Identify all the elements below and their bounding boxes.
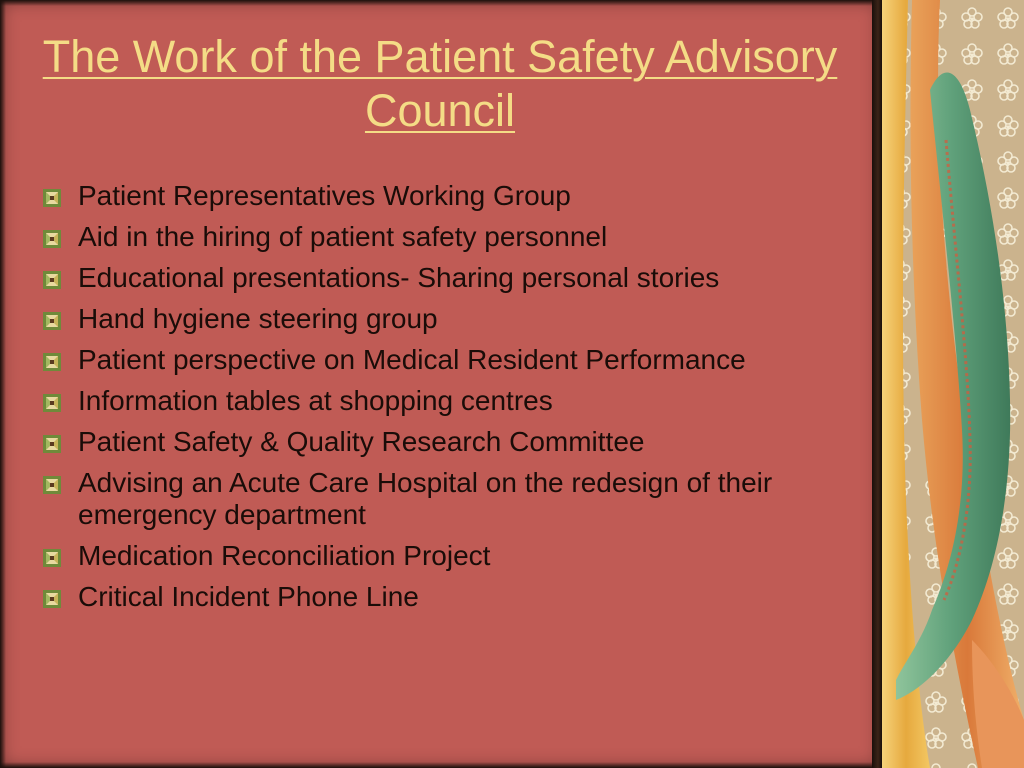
slide-title: The Work of the Patient Safety Advisory Council: [42, 31, 838, 136]
ornamental-square-bullet-icon: [42, 270, 62, 290]
frame-shadow-left: [0, 0, 6, 768]
bullet-text: Aid in the hiring of patient safety personnel: [78, 221, 608, 252]
bullet-item: [40, 303, 830, 335]
frame-shadow-top: [0, 0, 880, 6]
bullet-item: [40, 467, 830, 531]
bullet-text: Patient Representatives Working Group: [78, 180, 571, 211]
bullet-item: [40, 221, 830, 253]
decorative-panel: [882, 0, 1024, 768]
ornamental-square-bullet-icon: [42, 311, 62, 331]
bullet-text: Advising an Acute Care Hospital on the redesign of their emergency department: [78, 467, 773, 530]
bullet-text: Educational presentations- Sharing personal stories: [78, 262, 720, 293]
bullet-list: [40, 180, 830, 622]
ornamental-square-bullet-icon: [42, 589, 62, 609]
bullet-item: [40, 581, 830, 613]
panel-divider: [872, 0, 882, 768]
bullet-item: [40, 262, 830, 294]
bullet-item: [40, 344, 830, 376]
bullet-item: [40, 180, 830, 212]
bullet-item: [40, 385, 830, 417]
bullet-text: Critical Incident Phone Line: [78, 581, 419, 612]
bullet-item: [40, 426, 830, 458]
ornamental-square-bullet-icon: [42, 548, 62, 568]
bullet-text: Medication Reconciliation Project: [78, 540, 491, 571]
ornamental-square-bullet-icon: [42, 229, 62, 249]
bullet-item: [40, 540, 830, 572]
ornamental-square-bullet-icon: [42, 188, 62, 208]
bullet-text: Information tables at shopping centres: [78, 385, 553, 416]
bullet-text: Patient Safety & Quality Research Committee: [78, 426, 645, 457]
frame-shadow-bottom: [0, 762, 880, 768]
bullet-text: Patient perspective on Medical Resident Performance: [78, 344, 746, 375]
ornamental-square-bullet-icon: [42, 393, 62, 413]
decorative-ribbon-art: [882, 0, 1024, 768]
ornamental-square-bullet-icon: [42, 434, 62, 454]
bullet-text: Hand hygiene steering group: [78, 303, 438, 334]
ornamental-square-bullet-icon: [42, 352, 62, 372]
ornamental-square-bullet-icon: [42, 475, 62, 495]
